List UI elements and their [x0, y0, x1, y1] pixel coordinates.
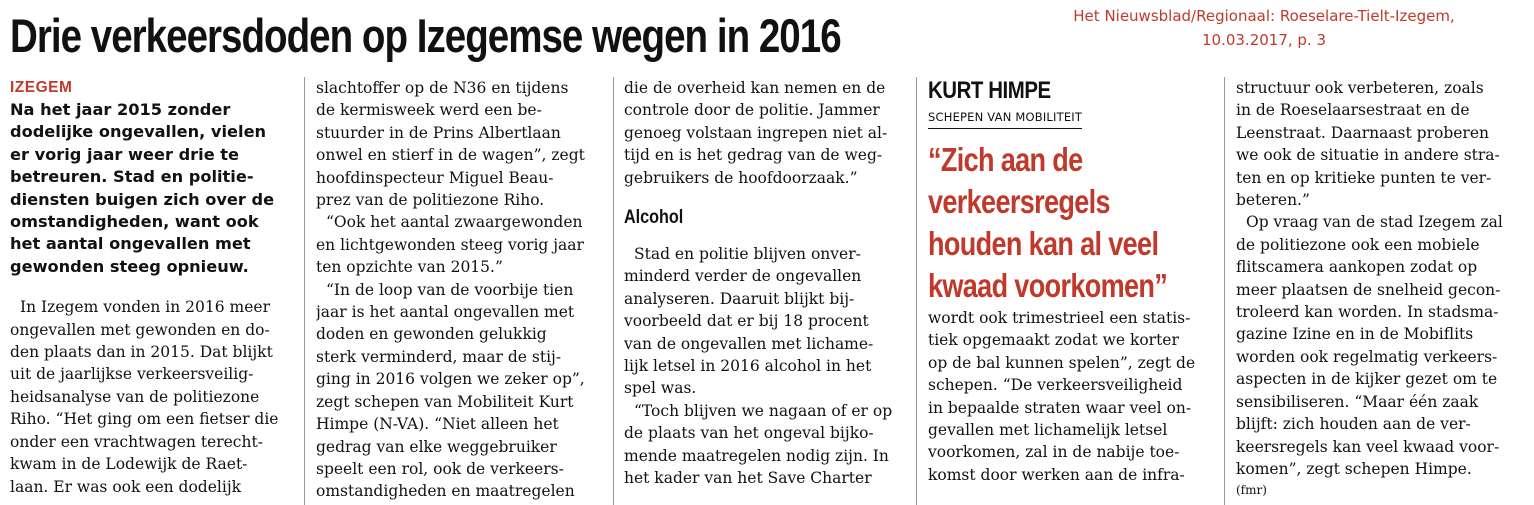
body-line: omstandigheden en maatregelen	[316, 482, 575, 501]
kicker-label: IZEGEM	[10, 79, 73, 96]
body-line: mende maatregelen nodig zijn. In	[624, 446, 889, 465]
intro-line: Na het jaar 2015 zonder	[10, 100, 231, 119]
body-line: van de ongevallen met lichame-	[624, 334, 874, 353]
body-line: prez van de politiezone Riho.	[316, 191, 545, 210]
body-line: beteren.”	[1236, 191, 1310, 210]
body-line: heidsanalyse van de politiezone	[10, 387, 260, 406]
body-line: op de bal kunnen spelen”, zegt de	[928, 353, 1196, 372]
body-line: analyseren. Daaruit blijkt bij-	[624, 289, 855, 308]
body-line: tijd en is het gedrag van de weg-	[624, 146, 883, 165]
spacer	[10, 278, 296, 296]
article-column-2	[316, 77, 606, 505]
article-column-4	[928, 77, 1216, 505]
body-line: sensibiliseren. “Maar één zaak	[1236, 392, 1479, 411]
body-line: Stad en politie blijven onver-	[634, 245, 861, 264]
body-line: de kermisweek werd een be-	[316, 101, 542, 120]
body-line: die de overheid kan nemen en de	[624, 79, 886, 97]
body-line: jaar is het aantal ongevallen met	[316, 303, 575, 322]
intro-line: diensten buigen zich over de	[10, 189, 275, 209]
intro-line: betreuren. Stad en politie-	[10, 167, 254, 187]
intro-line: het aantal ongevallen met	[10, 234, 251, 254]
intro-line: gewonden steeg opnieuw.	[10, 256, 249, 276]
headline: Drie verkeersdoden op Izegemse wegen in 2016	[10, 9, 841, 62]
body-line: onwel en stierf in de wagen”, zegt	[316, 146, 585, 165]
body-paragraphs	[316, 77, 606, 503]
source-citation	[1004, 4, 1524, 52]
body-line: wordt ook trimestrieel een statis-	[928, 309, 1191, 327]
article-column-3	[624, 77, 908, 505]
body-line: gevallen met lichamelijk letsel	[928, 421, 1168, 440]
body-line: sterk verminderd, maar de stij-	[316, 347, 562, 366]
pull-quote-line: “Zich aan de	[928, 141, 1083, 178]
body-line: de politiezone ook een mobiele	[1236, 235, 1480, 254]
interviewee-role: SCHEPEN VAN MOBILITEIT	[928, 108, 1082, 129]
body-line: flitscamera aankopen zodat op	[1236, 258, 1478, 277]
body-line: Riho. “Het ging om een fietser die	[10, 410, 279, 429]
source-line-1: Het Nieuwsblad/Regionaal: Roeselare-Tielt-Izegem,	[1073, 7, 1455, 25]
body-line: voorbeeld dat er bij 18 procent	[624, 312, 869, 331]
body-line: structuur ook verbeteren, zoals	[1236, 79, 1484, 97]
body-line: gebruikers de hoofdoorzaak.”	[624, 168, 858, 187]
body-line: slachtoffer op de N36 en tijdens	[316, 79, 569, 97]
body-line: zegt schepen van Mobiliteit Kurt	[316, 392, 574, 411]
body-line: “Toch blijven we nagaan of er op	[634, 401, 893, 420]
article-column-5	[1236, 77, 1524, 505]
pull-quote-line: kwaad voorkomen”	[928, 267, 1168, 304]
body-line: het kader van het Save Charter	[624, 469, 872, 488]
body-line: gazine Izine en in de Mobiflits	[1236, 325, 1474, 344]
intro-paragraph	[10, 99, 296, 278]
body-line: ten opzichte van 2015.”	[316, 258, 503, 277]
body-line: speelt een rol, ook de verkeers-	[316, 459, 564, 478]
body-line: In Izegem vonden in 2016 meer	[20, 298, 270, 317]
body-line: kwam in de Lodewijk de Raet-	[10, 455, 248, 474]
body-paragraphs	[1236, 77, 1524, 480]
body-line: doden en gewonden gelukkig	[316, 325, 547, 344]
body-line: troleerd kan worden. In stadsma-	[1236, 303, 1499, 322]
article-column-1	[10, 77, 296, 505]
body-paragraph	[10, 296, 296, 498]
intro-line: omstandigheden, want ook	[10, 212, 259, 232]
body-line: worden ook regelmatig verkeers-	[1236, 347, 1498, 366]
body-line: hoofdinspecteur Miguel Beau-	[316, 168, 554, 187]
source-line-2: 10.03.2017, p. 3	[1201, 31, 1327, 49]
body-line: spel was.	[624, 379, 697, 398]
body-line: aspecten in de kijker gezet om te	[1236, 370, 1498, 389]
body-line: ten en op kritieke punten te ver-	[1236, 168, 1492, 187]
body-line: blijft: zich houden aan de ver-	[1236, 415, 1471, 434]
body-line: den plaats dan in 2015. Dat blijkt	[10, 343, 273, 362]
body-line: laan. Er was ook een dodelijk	[10, 477, 242, 496]
body-line: in de Roeselaarsestraat en de	[1236, 101, 1470, 120]
body-line: genoeg volstaan ingrepen niet al-	[624, 123, 888, 142]
body-line: ongevallen met gewonden en do-	[10, 320, 270, 339]
body-line: Op vraag van de stad Izegem zal	[1246, 213, 1503, 232]
body-line: keersregels kan veel kwaad voor-	[1236, 437, 1500, 456]
body-line: in bepaalde straten waar veel on-	[928, 398, 1192, 417]
body-line: lijk letsel in 2016 alcohol in het	[624, 357, 872, 376]
intro-line: dodelijke ongevallen, vielen	[10, 122, 267, 142]
body-line: Himpe (N-VA). “Niet alleen het	[316, 415, 559, 434]
body-line: meer plaatsen de snelheid gecon-	[1236, 280, 1501, 299]
body-line: controle door de politie. Jammer	[624, 101, 880, 120]
column-rule	[304, 77, 305, 505]
column-rule	[1224, 77, 1225, 505]
body-line: tiek opgemaakt zodat we korter	[928, 331, 1179, 350]
pull-quote-line: verkeersregels	[928, 183, 1110, 220]
pull-quote	[928, 139, 1168, 307]
body-line: Leenstraat. Daarnaast proberen	[1236, 123, 1489, 142]
body-line: schepen. “De verkeersveiligheid	[928, 376, 1183, 395]
body-line: en lichtgewonden steeg vorig jaar	[316, 235, 584, 254]
column-rule	[916, 77, 917, 505]
body-line: komst door werken aan de infra-	[928, 465, 1185, 484]
pull-quote-line: houden kan al veel	[928, 225, 1159, 262]
body-line: de plaats van het ongeval bijko-	[624, 424, 874, 443]
interviewee-box	[928, 77, 1216, 307]
column-rule	[613, 77, 614, 505]
interviewee-name: KURT HIMPE	[928, 77, 1051, 104]
body-line: uit de jaarlijkse verkeersveilig-	[10, 365, 254, 384]
body-line: we ook de situatie in andere stra-	[1236, 146, 1500, 165]
intro-line: er vorig jaar weer drie te	[10, 144, 240, 164]
body-line: stuurder in de Prins Albertlaan	[316, 123, 561, 142]
subheading-alcohol: Alcohol	[624, 207, 684, 229]
body-line: minderd verder de ongevallen	[624, 267, 862, 286]
body-line: voorkomen, zal in de nabije toe-	[928, 443, 1180, 462]
body-line: “Ook het aantal zwaargewonden	[326, 213, 583, 232]
body-paragraphs	[928, 307, 1216, 486]
body-line: onder een vrachtwagen terecht-	[10, 432, 263, 451]
body-line: komen”, zegt schepen Himpe.	[1236, 459, 1472, 478]
author-signature: (fmr)	[1236, 483, 1267, 498]
body-line: ging in 2016 volgen we zeker op”,	[316, 370, 585, 389]
body-line: gedrag van elke weggebruiker	[316, 437, 557, 456]
body-line: “In de loop van de voorbije tien	[326, 280, 574, 299]
